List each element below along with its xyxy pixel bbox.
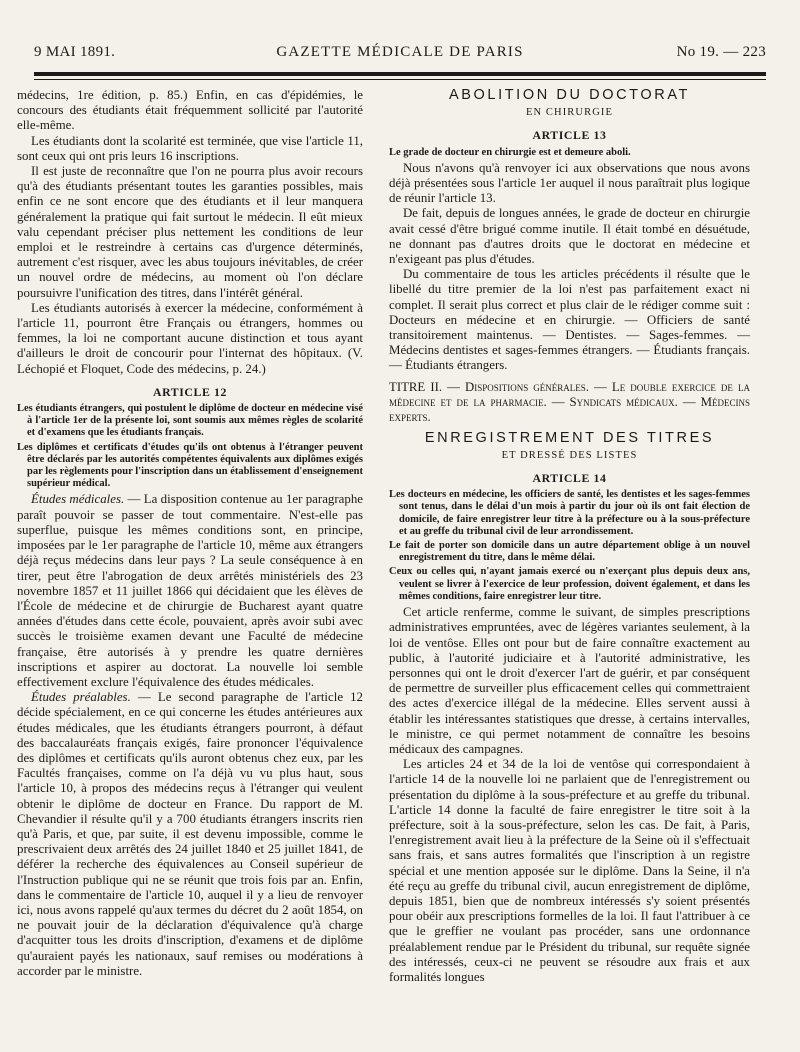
paragraph: Les articles 24 et 34 de la loi de ventôse qui correspondaient à l'article 14 de la nouvelle loi ne parlaient que de l'enregistrement ou présentation du diplôme à la sous-préfecture et au greffe du tribunal. L'article 14 donne la faculté de faire enregistrer le titre soit à la préfecture, soit à la sous-préfecture, selon les cas. De fait, à Paris, l'enregistrement avait lieu à la préfecture de la Seine où il s'effectuait sans frais, et sans autres formalités que l'inscription à un registre spécial et une mention apposée sur le diplôme. Dans la Seine, il n'a été reçu au greffe du tribunal civil, aucun enregistrement de diplôme, depuis 1851, bien que de nombreux intéressés s'y soient présentés pour obéir aux prescriptions formelles de la loi. Il faut l'attribuer à ce que le greffier ne voulant pas procéder, sans une ordonnance préalablement rendue par le Président du tribunal, sur requête signée des intéressés, ceux-ci ne peuvent se résoudre aux frais et aux formalités longues [389,757,750,984]
article-14-text-c: Ceux ou celles qui, n'ayant jamais exercé ou n'exerçant plus depuis deux ans, veulent se livrer à l'exercice de leur profession, doivent également, et dans les mêmes conditions, faire enregistrer leur titre. [389,566,750,602]
journal-title: GAZETTE MÉDICALE DE PARIS [276,44,524,60]
issue-date: 9 MAI 1891. [34,44,116,60]
paragraph: Les étudiants autorisés à exercer la médecine, conformément à l'article 11, pourront être Français ou étrangers, hommes ou femmes, la loi ne comportant aucune distinction et tous ayant d'ailleurs le droit de concourir pour l'internat des hôpitaux. (V. Léchopié et Floquet, Code des médecins, p. 24.) [17,300,363,376]
paragraph: Nous n'avons qu'à renvoyer ici aux observations que nous avons déjà présentées sous l'article 1er auquel il nous paraîtrait plus logique de réunir l'article 13. [389,160,750,206]
section-subtitle-abolition: EN CHIRURGIE [526,107,613,119]
paragraph: Du commentaire de tous les articles précédents il résulte que le libellé du titre premier de la loi n'est pas parfaitement exact ni complet. Il serait plus correct et plus clair de le rédiger comme suit : Docteurs en médecine et en chirurgie. — Officiers de santé transitoirement maintenus. — Dentistes. — Sages-femmes. — Médecins dentistes et sages-femmes étrangers. — Étudiants français. — Étudiants étrangers. [389,267,750,373]
section-title-enregistrement: ENREGISTREMENT DES TITRES [424,429,715,446]
page-number: No 19. — 223 [676,44,766,60]
paragraph: De fait, depuis de longues années, le grade de docteur en chirurgie avait cessé d'être brigué comme inutile. Il était tombé en désuétude, ne donnant pas d'autres droits que le doctorat en médecine et n'exigeant pas plus d'études. [389,206,750,267]
right-column [389,88,750,985]
header-rule-thin [34,79,766,80]
article-13-text: Le grade de docteur en chirurgie est et demeure aboli. [389,146,631,158]
paragraph: Cet article renferme, comme le suivant, de simples prescriptions administratives empruntées, avec de légères variantes seulement, à la loi de ventôse. Elles ont pour but de faire connaître exactement au public, à l'autorité judiciaire et à l'autorité administrative, les personnes qui ont le droit d'exercer l'art de guérir, et par conséquent de permettre de surveiller plus efficacement celles qui commettraient des actes d'exercice illégal de la médecine. Elles servent aussi à établir les intéressantes statistiques que dresse, à certains intervalles, le ministre, ce qui permet notamment de connaître les besoins médicaux des campagnes. [389,605,750,756]
article-14-heading: ARTICLE 14 [532,471,607,486]
paragraph-label: Études préalables. [31,690,131,705]
paragraph-etudes-prealables [17,690,363,979]
paragraph-label: Études médicales. [31,492,125,507]
paragraph: médecins, 1re édition, p. 85.) Enfin, en cas d'épidémies, le concours des étudiants était fréquemment sollicité par l'autorité elle-même. [17,88,363,133]
paragraph-body: — Le second paragraphe de l'article 12 décide spécialement, en ce qui concerne les études antérieures aux études médicales, que les étudiants étrangers pourront, à défaut des baccalauréats français exigés, faire prononcer l'équivalence des diplômes et certificats qu'ils auront obtenus chez eux, par les Facultés françaises, comme on l'a déjà vu vu plus haut, sous l'article 10, à propos des médecins reçus à l'étranger qui veulent obtenir le diplôme de docteur en France. Du rapport de M. Chevandier il résulte qu'il y a 700 étudiants étrangers inscrits rien qu'à Paris, et que, par suite, il est devenu impossible, comme le prescrivaient deux arrêtés des 24 juillet 1840 et 25 juillet 1841, de déférer la recherche des équivalences au Conseil supérieur de l'Instruction publique qui ne se réunit que trois fois par an. Enfin, dans le commentaire de l'article 10, auquel il y a lieu de renvoyer ici, nous avons rappelé qu'aux termes du décret du 2 août 1854, on ne pouvait jouir de la déclaration d'équivalence qu'à charge d'acquitter tous les droits d'inscription, d'examens et de diplôme qu'auraient payés les nationaux, sauf remises ou modérations à accorder par le ministre. [17,690,364,978]
paragraph-etudes-medicales [17,492,363,690]
titre-2-heading: TITRE II. — Dispositions générales. — Le double exercice de la médecine et de la pharmacie. — Syndicats médicaux. — Médecins experts. [389,379,750,424]
article-14-text-b: Le fait de porter son domicile dans un autre département oblige à un nouvel enregistrement du titre, dans le même délai. [389,540,750,564]
left-column [17,88,363,979]
paragraph-body: — La disposition contenue au 1er paragraphe paraît pouvoir se passer de tout commentaire. N'est-elle pas superflue, puisque les mêmes conditions sont, en principe, imposées par le 1er paragraphe de l'article 10, même aux étrangers déjà reçus médecins dans leur pays ? La seule conséquence à en tirer, peut être l'abrogation de deux arrêtés ministériels des 23 novembre 1857 et 11 juillet 1866 qui décidaient que les élèves de l'École de médecine et de chirurgie de Bucharest ayant quatre années d'études dans cette école, pouvaient, après avoir subi avec succès le troisième examen devant une Faculté de médecine française, être autorisés à y prendre les quatre dernières inscriptions et aspirer au doctorat. La nouvelle loi semble effectivement exclure l'équivalence des études médicales. [17,492,363,689]
section-title-abolition: ABOLITION DU DOCTORAT [449,87,690,103]
section-subtitle-enregistrement: ET DRESSÉ DES LISTES [501,449,638,461]
paragraph: Il est juste de reconnaître que l'on ne pourra plus avoir recours qu'à des étudiants présentant toutes les garanties possibles, mais enfin ce ne sont encore que des étudiants et il leur manquera généralement la pratique qui fait surtout le médecin. Il eût mieux valu cependant préciser plus nettement les conditions de leur emploi et le restreindre à certains cas d'urgence déterminés, autrement c'est risquer, avec les abus toujours inévitables, de créer un nouvel ordre de médecins, au moment où l'on déclare poursuivre l'unification des titres, dans l'intérêt général. [17,164,363,300]
paragraph: Les étudiants dont la scolarité est terminée, que vise l'article 11, sont ceux qui ont pris leurs 16 inscriptions. [17,133,363,163]
article-12-text-b: Les diplômes et certificats d'études qu'ils ont obtenus à l'étranger peuvent être déclarés par les autorités compétentes équivalents aux diplômes exigés par les règlements pour l'inscription dans un établissement d'enseignement supérieur médical. [17,441,363,490]
header-rule-thick [34,72,766,76]
page-header [34,44,766,68]
article-12-text-a: Les étudiants étrangers, qui postulent le diplôme de docteur en médecine visé à l'article 1er de la présente loi, sont soumis aux mêmes règles de scolarité et d'examens que les étudiants français. [17,403,363,439]
article-12-heading: ARTICLE 12 [152,384,228,399]
article-13-heading: ARTICLE 13 [532,128,607,143]
article-14-text-a: Les docteurs en médecine, les officiers de santé, les dentistes et les sages-femmes sont tenus, dans le délai d'un mois à partir du jour où ils ont fait élection de domicile, de faire enregistrer leur titre à la préfecture ou à la sous-préfecture et au greffe du tribunal civil de leur arrondissement. [389,489,750,537]
